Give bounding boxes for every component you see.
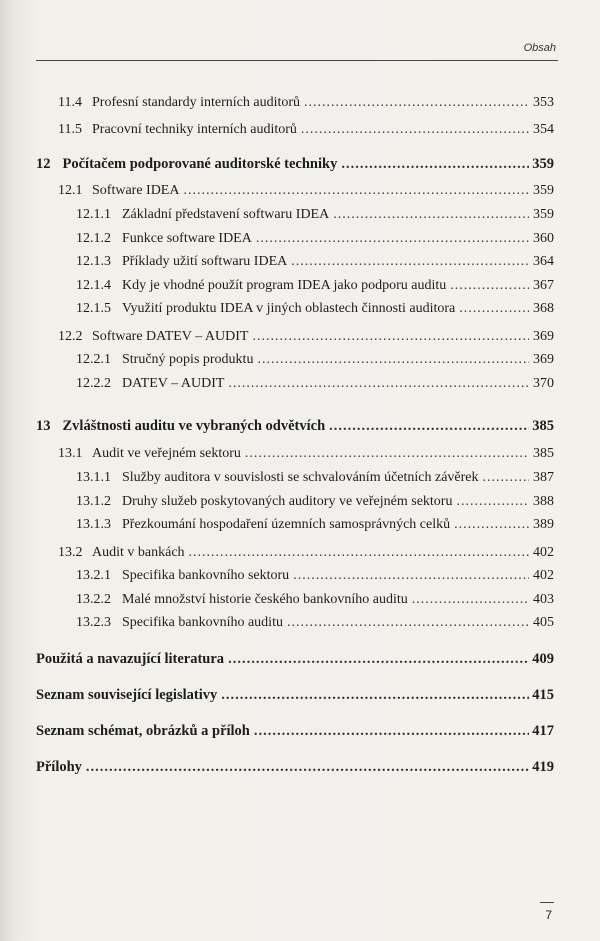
dot-leader (456, 494, 529, 510)
toc-entry (0, 494, 554, 510)
toc-entry-number: 13.2.1 (76, 568, 111, 583)
toc-entry (0, 651, 554, 667)
toc-entry-title: Stručný popis produktu (122, 352, 254, 367)
toc-entry-title: Audit v bankách (92, 545, 185, 560)
toc-entry-number: 13.2.2 (76, 592, 111, 607)
toc-entry-number: 12.2.2 (76, 376, 111, 391)
toc-entry-title: Kdy je vhodné použít program IDEA jako podporu auditu (122, 278, 447, 293)
toc-entry (0, 207, 554, 223)
toc-entry-title: Specifika bankovního auditu (122, 615, 283, 630)
toc-entry-page: 417 (532, 723, 554, 739)
dot-leader (228, 651, 529, 667)
toc-entry-page: 385 (532, 418, 554, 434)
toc-entry (0, 156, 554, 172)
toc-entry-title: Specifika bankovního sektoru (122, 568, 290, 583)
dot-leader (221, 687, 529, 703)
toc-entry-number: 12.1 (58, 183, 83, 198)
toc-entry (0, 470, 554, 486)
toc-entry-number: 12.2 (58, 329, 83, 344)
toc-entry (0, 95, 554, 111)
toc-entry-number: 12.1.1 (76, 207, 111, 222)
dot-leader (333, 207, 529, 223)
toc-entry-page: 370 (533, 376, 554, 391)
toc-entry-page: 402 (533, 568, 554, 583)
toc-entry-page: 360 (533, 231, 554, 246)
dot-leader (483, 470, 529, 486)
dot-leader (228, 376, 529, 392)
running-head: Obsah (523, 42, 556, 54)
toc-entry-number: 11.5 (58, 122, 82, 137)
toc-entry (0, 687, 554, 703)
toc-entry-number: 13.1.1 (76, 470, 111, 485)
dot-leader (459, 301, 529, 317)
toc-entry-page: 367 (533, 278, 554, 293)
dot-leader (291, 254, 529, 270)
toc-entry-title: Počítačem podporované auditorské techniky (62, 156, 338, 172)
toc-entry-page: 415 (532, 687, 554, 703)
toc-entry (0, 231, 554, 247)
toc-entry-title: DATEV – AUDIT (122, 376, 225, 391)
toc-entry-page: 369 (533, 329, 554, 344)
toc-entry-page: 385 (533, 446, 554, 461)
toc-entry-title: Funkce software IDEA (122, 231, 252, 246)
toc-entry-page: 405 (533, 615, 554, 630)
toc-entry-number: 13.1.2 (76, 494, 111, 509)
dot-leader (301, 122, 529, 138)
toc-entry-title: Software IDEA (92, 183, 180, 198)
toc-entry-page: 359 (533, 183, 554, 198)
dot-leader (252, 329, 529, 345)
toc-entry (0, 278, 554, 294)
dot-leader (257, 352, 529, 368)
toc-entry-title: Software DATEV – AUDIT (92, 329, 249, 344)
toc-entry-title: Zvláštnosti auditu ve vybraných odvětvích (62, 418, 326, 434)
toc-entry-number: 11.4 (58, 95, 82, 110)
dot-leader (341, 156, 529, 172)
toc-entry-number: 13.1.3 (76, 517, 111, 532)
toc-entry-title: Využití produktu IDEA v jiných oblastech činnosti auditora (122, 301, 456, 316)
toc-entry-number: 12.1.5 (76, 301, 111, 316)
toc-entry (0, 759, 554, 775)
toc-entry-number: 13.2.3 (76, 615, 111, 630)
dot-leader (256, 231, 529, 247)
toc-entry (0, 545, 554, 561)
toc-entry (0, 254, 554, 270)
toc-entry-page: 402 (533, 545, 554, 560)
dot-leader (304, 95, 529, 111)
toc-entry (0, 301, 554, 317)
toc-entry-page: 369 (533, 352, 554, 367)
toc-entry-title: Seznam související legislativy (36, 687, 218, 703)
toc-entry (0, 329, 554, 345)
dot-leader (450, 278, 529, 294)
toc-entry-title: Druhy služeb poskytovaných auditory ve veřejném sektoru (122, 494, 453, 509)
dot-leader (287, 615, 529, 631)
toc-entry-number: 13 (36, 418, 51, 434)
toc-entry-page: 354 (533, 122, 554, 137)
toc-entry-page: 353 (533, 95, 554, 110)
toc-entry (0, 122, 554, 138)
toc-entry-page: 388 (533, 494, 554, 509)
toc-entry-title: Přílohy (36, 759, 82, 775)
dot-leader (189, 545, 529, 561)
toc-entry-number: 12.1.3 (76, 254, 111, 269)
toc-entry-page: 364 (533, 254, 554, 269)
header-rule (36, 60, 558, 61)
toc-entry (0, 517, 554, 533)
toc-entry (0, 723, 554, 739)
toc-entry (0, 592, 554, 608)
toc-entry-page: 368 (533, 301, 554, 316)
toc-entry-page: 359 (533, 207, 554, 222)
dot-leader (183, 183, 529, 199)
toc-entry-number: 12.1.2 (76, 231, 111, 246)
dot-leader (254, 723, 529, 739)
dot-leader (293, 568, 529, 584)
toc-entry-title: Profesní standardy interních auditorů (92, 95, 301, 110)
toc-entry-page: 409 (532, 651, 554, 667)
dot-leader (329, 418, 529, 434)
toc-entry-page: 359 (532, 156, 554, 172)
toc-entry (0, 183, 554, 199)
toc-entry-page: 419 (532, 759, 554, 775)
toc-entry-title: Příklady užití softwaru IDEA (122, 254, 288, 269)
toc-entry-title: Audit ve veřejném sektoru (92, 446, 241, 461)
page-number: 7 (545, 908, 552, 922)
toc-entry-number: 12.1.4 (76, 278, 111, 293)
dot-leader (412, 592, 529, 608)
toc-entry-title: Služby auditora v souvislosti se schvalováním účetních závěrek (122, 470, 479, 485)
toc-entry-title: Základní představení softwaru IDEA (122, 207, 330, 222)
toc-entry (0, 376, 554, 392)
dot-leader (245, 446, 529, 462)
toc-entry (0, 446, 554, 462)
toc-entry-title: Seznam schémat, obrázků a příloh (36, 723, 250, 739)
toc-entry-number: 13.2 (58, 545, 83, 560)
toc-entry-page: 387 (533, 470, 554, 485)
toc-entry-number: 12 (36, 156, 51, 172)
toc-entry-page: 389 (533, 517, 554, 532)
toc-entry-title: Malé množství historie českého bankovního auditu (122, 592, 408, 607)
dot-leader (86, 759, 529, 775)
toc-entry (0, 568, 554, 584)
toc-entry (0, 352, 554, 368)
toc-entry-page: 403 (533, 592, 554, 607)
footer-rule (540, 902, 554, 903)
toc-entry-title: Pracovní techniky interních auditorů (92, 122, 297, 137)
toc-entry-number: 13.1 (58, 446, 83, 461)
dot-leader (454, 517, 529, 533)
toc-entry-title: Přezkoumání hospodaření územních samosprávných celků (122, 517, 451, 532)
toc-entry-title: Použitá a navazující literatura (36, 651, 225, 667)
toc-entry (0, 615, 554, 631)
toc-entry (0, 418, 554, 434)
toc-entry-number: 12.2.1 (76, 352, 111, 367)
